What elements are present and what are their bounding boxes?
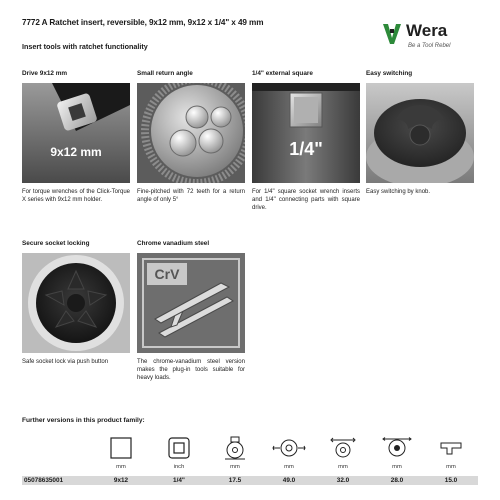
feature-heading: 1/4" external square bbox=[252, 70, 313, 77]
feature-heading: Secure socket locking bbox=[22, 240, 90, 247]
feature-desc: Easy switching by knob. bbox=[366, 189, 431, 195]
versions-unit-row bbox=[22, 464, 478, 474]
feature-heading: Small return angle bbox=[137, 70, 193, 77]
feature-desc: For 1/4" square socket wrench inserts and 1/4" connecting parts with square drive. bbox=[252, 189, 360, 211]
feature-image-square bbox=[252, 83, 360, 183]
length-icon bbox=[262, 433, 316, 463]
feature-desc: The chrome-vanadium steel version makes the plug-in tools suitable for heavy loads. bbox=[137, 359, 245, 381]
unit-cell: mm bbox=[230, 464, 240, 470]
value-cell: 32.0 bbox=[336, 477, 350, 484]
unit-cell: mm bbox=[392, 464, 402, 470]
unit-cell: mm bbox=[446, 464, 456, 470]
brand-tagline: Be a Tool Rebel bbox=[408, 43, 451, 49]
feature-image-lock bbox=[22, 253, 130, 353]
feature-image-ratchet-gear bbox=[137, 83, 245, 183]
value-cell: 15.0 bbox=[444, 477, 458, 484]
unit-cell: inch bbox=[173, 464, 185, 470]
versions-icon-row bbox=[22, 433, 478, 463]
versions-heading: Further versions in this product family: bbox=[22, 417, 145, 424]
external-square-icon bbox=[150, 433, 208, 463]
drive-size-label: 9x12 mm bbox=[50, 145, 102, 159]
feature-heading: Drive 9x12 mm bbox=[22, 70, 68, 77]
unit-cell: mm bbox=[338, 464, 348, 470]
head-width-icon bbox=[208, 433, 262, 463]
feature-heading: Chrome vanadium steel bbox=[137, 240, 210, 247]
value-cell: 28.0 bbox=[390, 477, 404, 484]
ratchet-diameter-icon bbox=[370, 433, 424, 463]
unit-cell: mm bbox=[116, 464, 126, 470]
unit-cell: mm bbox=[284, 464, 294, 470]
head-length-icon bbox=[316, 433, 370, 463]
value-cell: 9x12 bbox=[113, 477, 129, 484]
wera-logo bbox=[380, 16, 472, 56]
feature-heading: Easy switching bbox=[366, 70, 413, 77]
crv-label: CrV bbox=[154, 266, 180, 282]
article-number: 05078635001 bbox=[24, 477, 64, 484]
square-size-label: 1/4" bbox=[289, 139, 323, 159]
feature-desc: Safe socket lock via push button bbox=[22, 359, 109, 365]
feature-image-drive bbox=[22, 83, 130, 183]
feature-desc: For torque wrenches of the Click-Torque X series with 9x12 mm holder. bbox=[22, 189, 130, 203]
feature-desc: Fine-pitched with 72 teeth for a return angle of only 5° bbox=[137, 189, 245, 203]
value-cell: 49.0 bbox=[282, 477, 296, 484]
wera-logo-icon bbox=[380, 20, 404, 46]
brand-name: Wera bbox=[406, 21, 448, 40]
table-row bbox=[22, 476, 478, 485]
feature-image-knob bbox=[366, 83, 474, 183]
feature-image-crv bbox=[137, 253, 245, 353]
height-offset-icon bbox=[424, 433, 478, 463]
page-title: 7772 A Ratchet insert, reversible, 9x12 mm, 9x12 x 1/4" x 49 mm bbox=[22, 18, 264, 27]
value-cell: 17.5 bbox=[228, 477, 242, 484]
page-subtitle: Insert tools with ratchet functionality bbox=[22, 42, 148, 51]
drive-square-icon bbox=[92, 433, 150, 463]
value-cell: 1/4" bbox=[173, 477, 185, 484]
